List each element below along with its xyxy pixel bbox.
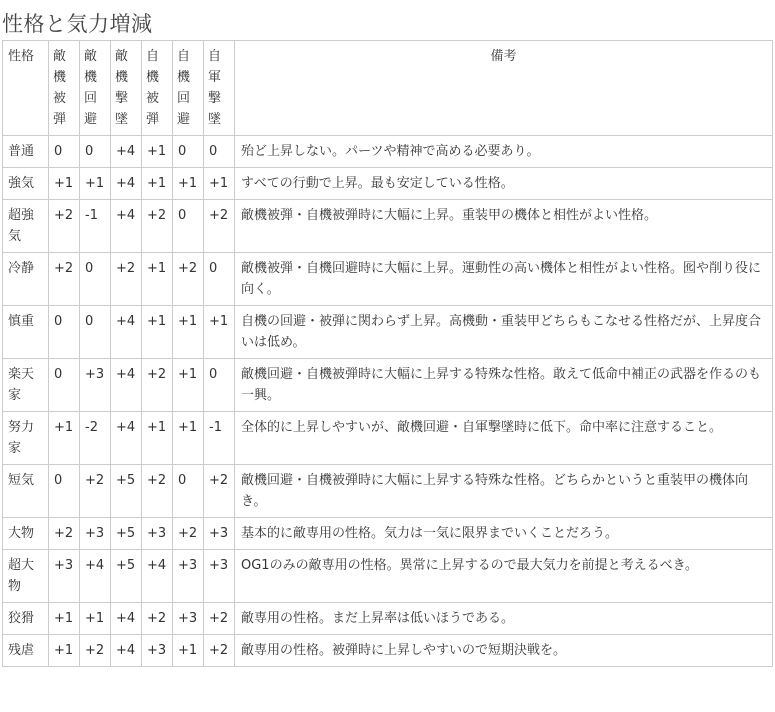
morale-value: 0 [80,136,111,168]
morale-value: +2 [204,603,235,635]
trait-name: 強気 [3,168,49,200]
morale-value: +4 [111,359,142,412]
morale-value: +4 [142,550,173,603]
morale-value: +1 [142,306,173,359]
morale-value: +2 [142,200,173,253]
morale-value: +1 [142,168,173,200]
morale-value: +3 [204,518,235,550]
table-row [3,253,773,306]
morale-value: +4 [111,412,142,465]
morale-value: 0 [204,253,235,306]
morale-value: +3 [80,518,111,550]
trait-name: 普通 [3,136,49,168]
table-row [3,136,773,168]
header-self-hit: 自機被弾 [142,41,173,136]
morale-value: +2 [142,359,173,412]
morale-value: +4 [111,603,142,635]
morale-value: +1 [173,359,204,412]
trait-note: 敵機回避・自機被弾時に大幅に上昇する特殊な性格。どちらかというと重装甲の機体向き。 [235,465,773,518]
morale-value: +2 [173,518,204,550]
morale-value: +2 [173,253,204,306]
page-title: 性格と気力増減 [2,12,153,36]
table-row [3,465,773,518]
morale-value: 0 [80,253,111,306]
morale-value: 0 [49,306,80,359]
morale-value: +3 [142,635,173,667]
trait-note: 敵専用の性格。まだ上昇率は低いほうである。 [235,603,773,635]
morale-value: 0 [49,136,80,168]
morale-value: +4 [111,168,142,200]
trait-note: 基本的に敵専用の性格。気力は一気に限界までいくことだろう。 [235,518,773,550]
trait-name: 狡猾 [3,603,49,635]
morale-value: +1 [142,136,173,168]
trait-name: 超強気 [3,200,49,253]
trait-note: 自機の回避・被弾に関わらず上昇。高機動・重装甲どちらもこなせる性格だが、上昇度合いは低め。 [235,306,773,359]
trait-name: 冷静 [3,253,49,306]
trait-name: 残虐 [3,635,49,667]
table-row [3,412,773,465]
morale-value: +3 [204,550,235,603]
morale-value: 0 [204,136,235,168]
morale-value: +1 [142,412,173,465]
header-self-evade: 自機回避 [173,41,204,136]
table-row [3,168,773,200]
morale-value: +1 [49,603,80,635]
header-ally-kill: 自軍撃墜 [204,41,235,136]
morale-value: +2 [49,200,80,253]
morale-value: +4 [111,306,142,359]
morale-value: +2 [49,518,80,550]
morale-value: +1 [49,412,80,465]
morale-value: +3 [173,550,204,603]
morale-value: +2 [142,465,173,518]
trait-note: 敵専用の性格。被弾時に上昇しやすいので短期決戦を。 [235,635,773,667]
table-row [3,200,773,253]
morale-value: +1 [142,253,173,306]
morale-value: 0 [49,465,80,518]
trait-name: 短気 [3,465,49,518]
header-enemy-hit: 敵機被弾 [49,41,80,136]
trait-note: 敵機被弾・自機回避時に大幅に上昇。運動性の高い機体と相性がよい性格。囮や削り役に向く。 [235,253,773,306]
table-row [3,306,773,359]
morale-value: +1 [204,168,235,200]
morale-value: +5 [111,550,142,603]
morale-value: +2 [111,253,142,306]
morale-value: +2 [49,253,80,306]
morale-value: +3 [49,550,80,603]
morale-value: 0 [173,465,204,518]
morale-value: +1 [173,635,204,667]
header-enemy-evade: 敵機回避 [80,41,111,136]
header-note: 備考 [235,41,773,136]
morale-value: +2 [204,635,235,667]
trait-name: 超大物 [3,550,49,603]
table-row [3,518,773,550]
trait-name: 努力家 [3,412,49,465]
morale-value: +4 [111,136,142,168]
trait-note: 殆ど上昇しない。パーツや精神で高める必要あり。 [235,136,773,168]
trait-name: 慎重 [3,306,49,359]
morale-value: 0 [49,359,80,412]
morale-value: +5 [111,465,142,518]
morale-value: +2 [142,603,173,635]
morale-value: +1 [49,635,80,667]
morale-value: +1 [204,306,235,359]
morale-value: +4 [111,200,142,253]
table-row [3,359,773,412]
header-enemy-kill: 敵機撃墜 [111,41,142,136]
table-row [3,550,773,603]
morale-value: 0 [204,359,235,412]
trait-note: 全体的に上昇しやすいが、敵機回避・自軍撃墜時に低下。命中率に注意すること。 [235,412,773,465]
morale-value: +1 [173,168,204,200]
morale-value: +2 [204,200,235,253]
trait-name: 楽天家 [3,359,49,412]
morale-value: +4 [111,635,142,667]
morale-value: -1 [80,200,111,253]
trait-note: すべての行動で上昇。最も安定している性格。 [235,168,773,200]
morale-value: +2 [80,465,111,518]
trait-note: OG1のみの敵専用の性格。異常に上昇するので最大気力を前提と考えるべき。 [235,550,773,603]
morale-value: -1 [204,412,235,465]
morale-value: +1 [80,168,111,200]
morale-value: +1 [173,412,204,465]
morale-value: +4 [80,550,111,603]
trait-note: 敵機回避・自機被弾時に大幅に上昇する特殊な性格。敢えて低命中補正の武器を作るのも一興。 [235,359,773,412]
table-row [3,603,773,635]
morale-value: 0 [80,306,111,359]
trait-name: 大物 [3,518,49,550]
morale-value: 0 [173,200,204,253]
morale-value: +1 [80,603,111,635]
table-row [3,635,773,667]
morale-value: +3 [142,518,173,550]
morale-value: +3 [173,603,204,635]
morale-value: +2 [80,635,111,667]
header-trait: 性格 [3,41,49,136]
morale-value: +2 [204,465,235,518]
morale-value: +1 [173,306,204,359]
trait-note: 敵機被弾・自機被弾時に大幅に上昇。重装甲の機体と相性がよい性格。 [235,200,773,253]
morale-value: +1 [49,168,80,200]
table-header-row [3,41,773,136]
table-body [3,136,773,667]
morale-value: +5 [111,518,142,550]
trait-morale-table [2,40,773,667]
morale-value: -2 [80,412,111,465]
morale-value: 0 [173,136,204,168]
morale-value: +3 [80,359,111,412]
